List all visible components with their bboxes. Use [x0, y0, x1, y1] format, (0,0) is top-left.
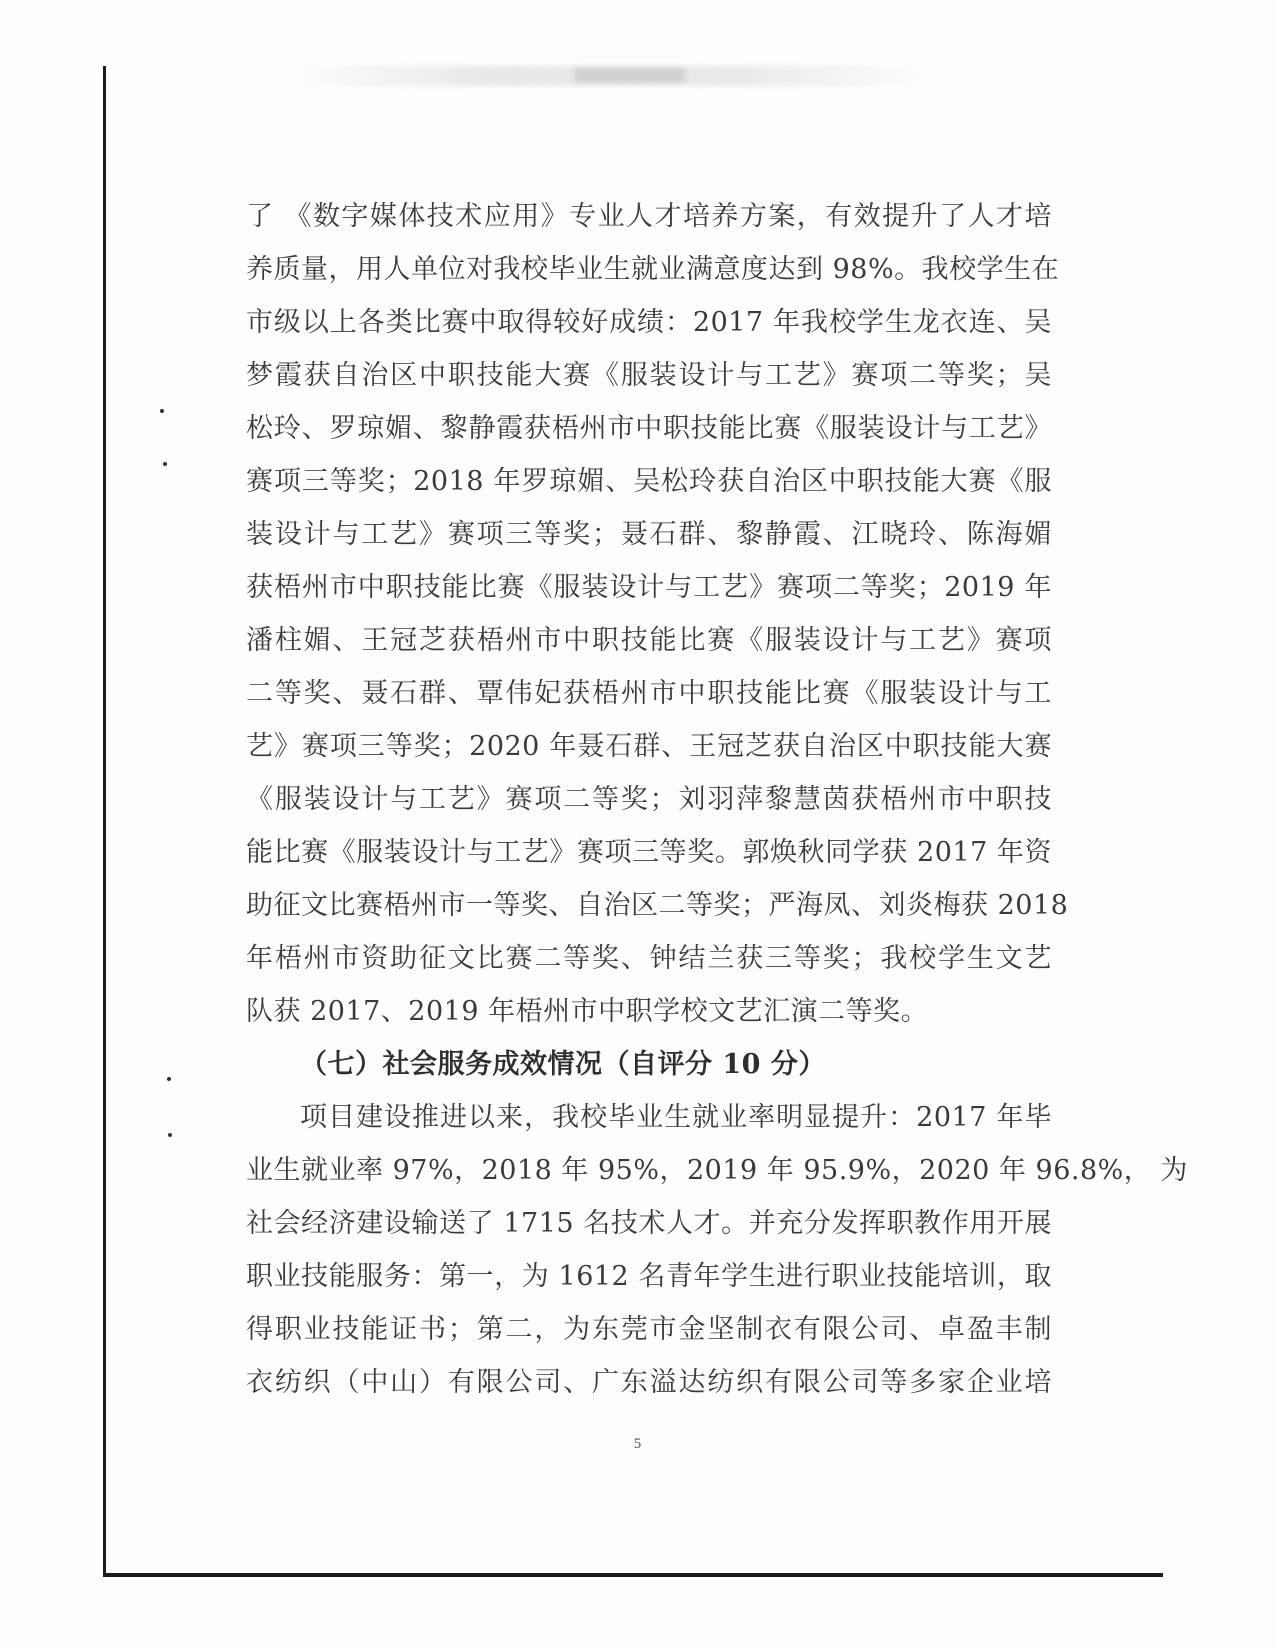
text-line: 艺》赛项三等奖；2020 年聂石群、王冠芝获自治区中职技能大赛 [246, 731, 1052, 762]
text-line: 潘柱媚、王冠芝获梧州市中职技能比赛《服装设计与工艺》赛项 [246, 625, 1052, 656]
text-line: 赛项三等奖；2018 年罗琼媚、吴松玲获自治区中职技能大赛《服 [246, 466, 1052, 497]
text-line: 业生就业率 97%，2018 年 95%，2019 年 95.9%，2020 年 96.8%， 为 [246, 1155, 1188, 1186]
text-line: 队获 2017、2019 年梧州市中职学校文艺汇演二等奖。 [246, 996, 929, 1027]
section-heading: （七）社会服务成效情况（自评分 10 分） [300, 1049, 826, 1080]
text-line: 职业技能服务：第一，为 1612 名青年学生进行职业技能培训，取 [246, 1261, 1052, 1292]
text-line: 能比赛《服装设计与工艺》赛项三等奖。郭焕秋同学获 2017 年资 [246, 837, 1052, 868]
text-line: 市级以上各类比赛中取得较好成绩：2017 年我校学生龙衣连、吴 [246, 307, 1052, 338]
text-line: 《服装设计与工艺》赛项二等奖；刘羽萍黎慧茵获梧州市中职技 [246, 784, 1052, 815]
scan-edge-left [103, 66, 106, 1576]
text-line: 年梧州市资助征文比赛二等奖、钟结兰获三等奖；我校学生文艺 [246, 943, 1052, 974]
binding-hole-dot [167, 1077, 171, 1081]
text-line: 获梧州市中职技能比赛《服装设计与工艺》赛项二等奖；2019 年 [246, 572, 1052, 603]
page-number: 5 [633, 1436, 642, 1452]
text-line: 衣纺织（中山）有限公司、广东溢达纺织有限公司等多家企业培 [246, 1367, 1052, 1398]
scan-edge-bottom [103, 1573, 1163, 1577]
text-line: 了 《数字媒体技术应用》专业人才培养方案，有效提升了人才培 [246, 201, 1052, 232]
body-text [246, 190, 1188, 1409]
text-line: 梦霞获自治区中职技能大赛《服装设计与工艺》赛项二等奖；吴 [246, 360, 1052, 391]
text-line: 得职业技能证书；第二，为东莞市金坚制衣有限公司、卓盈丰制 [246, 1314, 1052, 1345]
binding-hole-dot [160, 409, 164, 413]
binding-hole-dot [163, 462, 167, 466]
binding-hole-dot [168, 1133, 172, 1137]
text-line: 养质量，用人单位对我校毕业生就业满意度达到 98%。我校学生在 [246, 254, 1060, 285]
text-line: 项目建设推进以来，我校毕业生就业率明显提升：2017 年毕 [300, 1102, 1052, 1133]
text-line: 社会经济建设输送了 1715 名技术人才。并充分发挥职教作用开展 [246, 1208, 1052, 1239]
text-line: 松玲、罗琼媚、黎静霞获梧州市中职技能比赛《服装设计与工艺》 [246, 413, 1052, 444]
text-line: 二等奖、聂石群、覃伟妃获梧州市中职技能比赛《服装设计与工 [246, 678, 1052, 709]
bleed-through-mark [575, 68, 685, 82]
text-line: 助征文比赛梧州市一等奖、自治区二等奖；严海凤、刘炎梅获 2018 [246, 890, 1069, 921]
text-line: 装设计与工艺》赛项三等奖；聂石群、黎静霞、江晓玲、陈海媚 [246, 519, 1052, 550]
